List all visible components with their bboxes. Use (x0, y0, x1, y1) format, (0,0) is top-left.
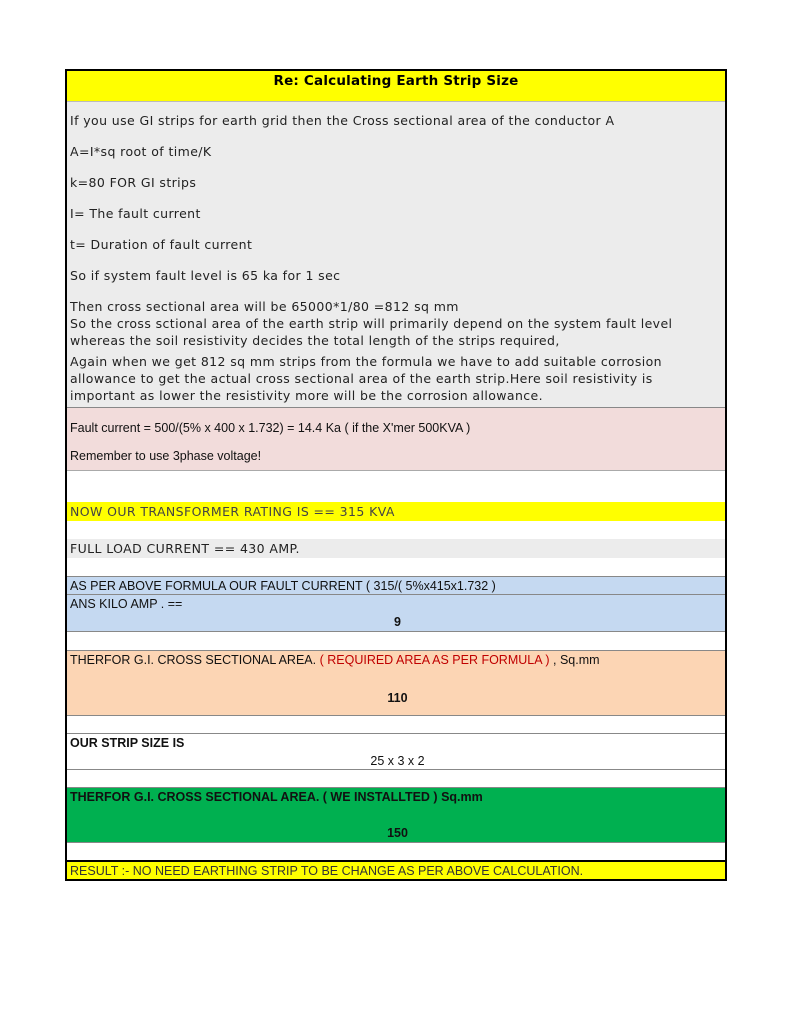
intro-line-corrosion: Again when we get 812 sq mm strips from the formula we have to add suitable corrosion allowance to get the actual cross sectional area of the earth strip.Here soil resistivity is important as lower the resistivity more will be the corrosion allowance. (70, 354, 662, 403)
required-area-value: 110 (387, 691, 408, 705)
intro-line-k: k=80 FOR GI strips (70, 175, 197, 190)
required-area-suffix: , Sq.mm (553, 653, 600, 667)
intro-line-i: I= The fault current (70, 206, 201, 221)
fault-note-formula: Fault current = 500/(5% x 400 x 1.732) = 14.4 Ka ( if the X'mer 500KVA ) (70, 421, 471, 435)
intro-line-t: t= Duration of fault current (70, 237, 253, 252)
fault-note-reminder: Remember to use 3phase voltage! (70, 449, 262, 463)
spacer-row (67, 558, 725, 576)
spacer-row (67, 843, 725, 860)
intro-line-depend: So the cross sctional area of the earth strip will primarily depend on the system fault level whereas the soil resistivity decides the total length of the strips required, (70, 316, 673, 348)
answer-label: ANS KILO AMP . == (70, 597, 183, 611)
fault-current-answer (67, 595, 725, 632)
intro-block (67, 102, 725, 408)
spacer-row (67, 521, 725, 539)
installed-area-label: THERFOR G.I. CROSS SECTIONAL AREA. ( WE INSTALLTED ) Sq.mm (70, 790, 483, 804)
required-area-prefix: THERFOR G.I. CROSS SECTIONAL AREA. (70, 653, 317, 667)
fault-note-block (67, 408, 725, 471)
strip-size-block (67, 733, 725, 770)
fault-current-formula: AS PER ABOVE FORMULA OUR FAULT CURRENT ( 315/( 5%x415x1.732 ) (67, 576, 725, 595)
intro-line-conductor: If you use GI strips for earth grid then the Cross sectional area of the conductor A (70, 113, 615, 128)
calculation-sheet (65, 69, 727, 881)
installed-area-value: 150 (387, 826, 408, 840)
result-line: RESULT :- NO NEED EARTHING STRIP TO BE CHANGE AS PER ABOVE CALCULATION. (67, 860, 725, 879)
intro-line-fault-level: So if system fault level is 65 ka for 1 sec (70, 268, 341, 283)
spacer-row (67, 716, 725, 733)
intro-line-area: Then cross sectional area will be 65000*1/80 =812 sq mm (70, 299, 459, 314)
required-area-block (67, 650, 725, 716)
spacer-row (67, 471, 725, 502)
required-area-highlight: ( REQUIRED AREA AS PER FORMULA ) (319, 653, 550, 667)
intro-line-formula: A=I*sq root of time/K (70, 144, 212, 159)
strip-size-label: OUR STRIP SIZE IS (70, 736, 185, 750)
strip-size-value: 25 x 3 x 2 (370, 754, 425, 768)
installed-area-block (67, 787, 725, 843)
sheet-title: Re: Calculating Earth Strip Size (67, 71, 725, 102)
answer-value: 9 (394, 615, 401, 629)
spacer-row (67, 770, 725, 787)
full-load-current: FULL LOAD CURRENT == 430 AMP. (67, 539, 725, 558)
spacer-row (67, 632, 725, 650)
transformer-rating: NOW OUR TRANSFORMER RATING IS == 315 KVA (67, 502, 725, 521)
required-area-label (70, 651, 725, 669)
